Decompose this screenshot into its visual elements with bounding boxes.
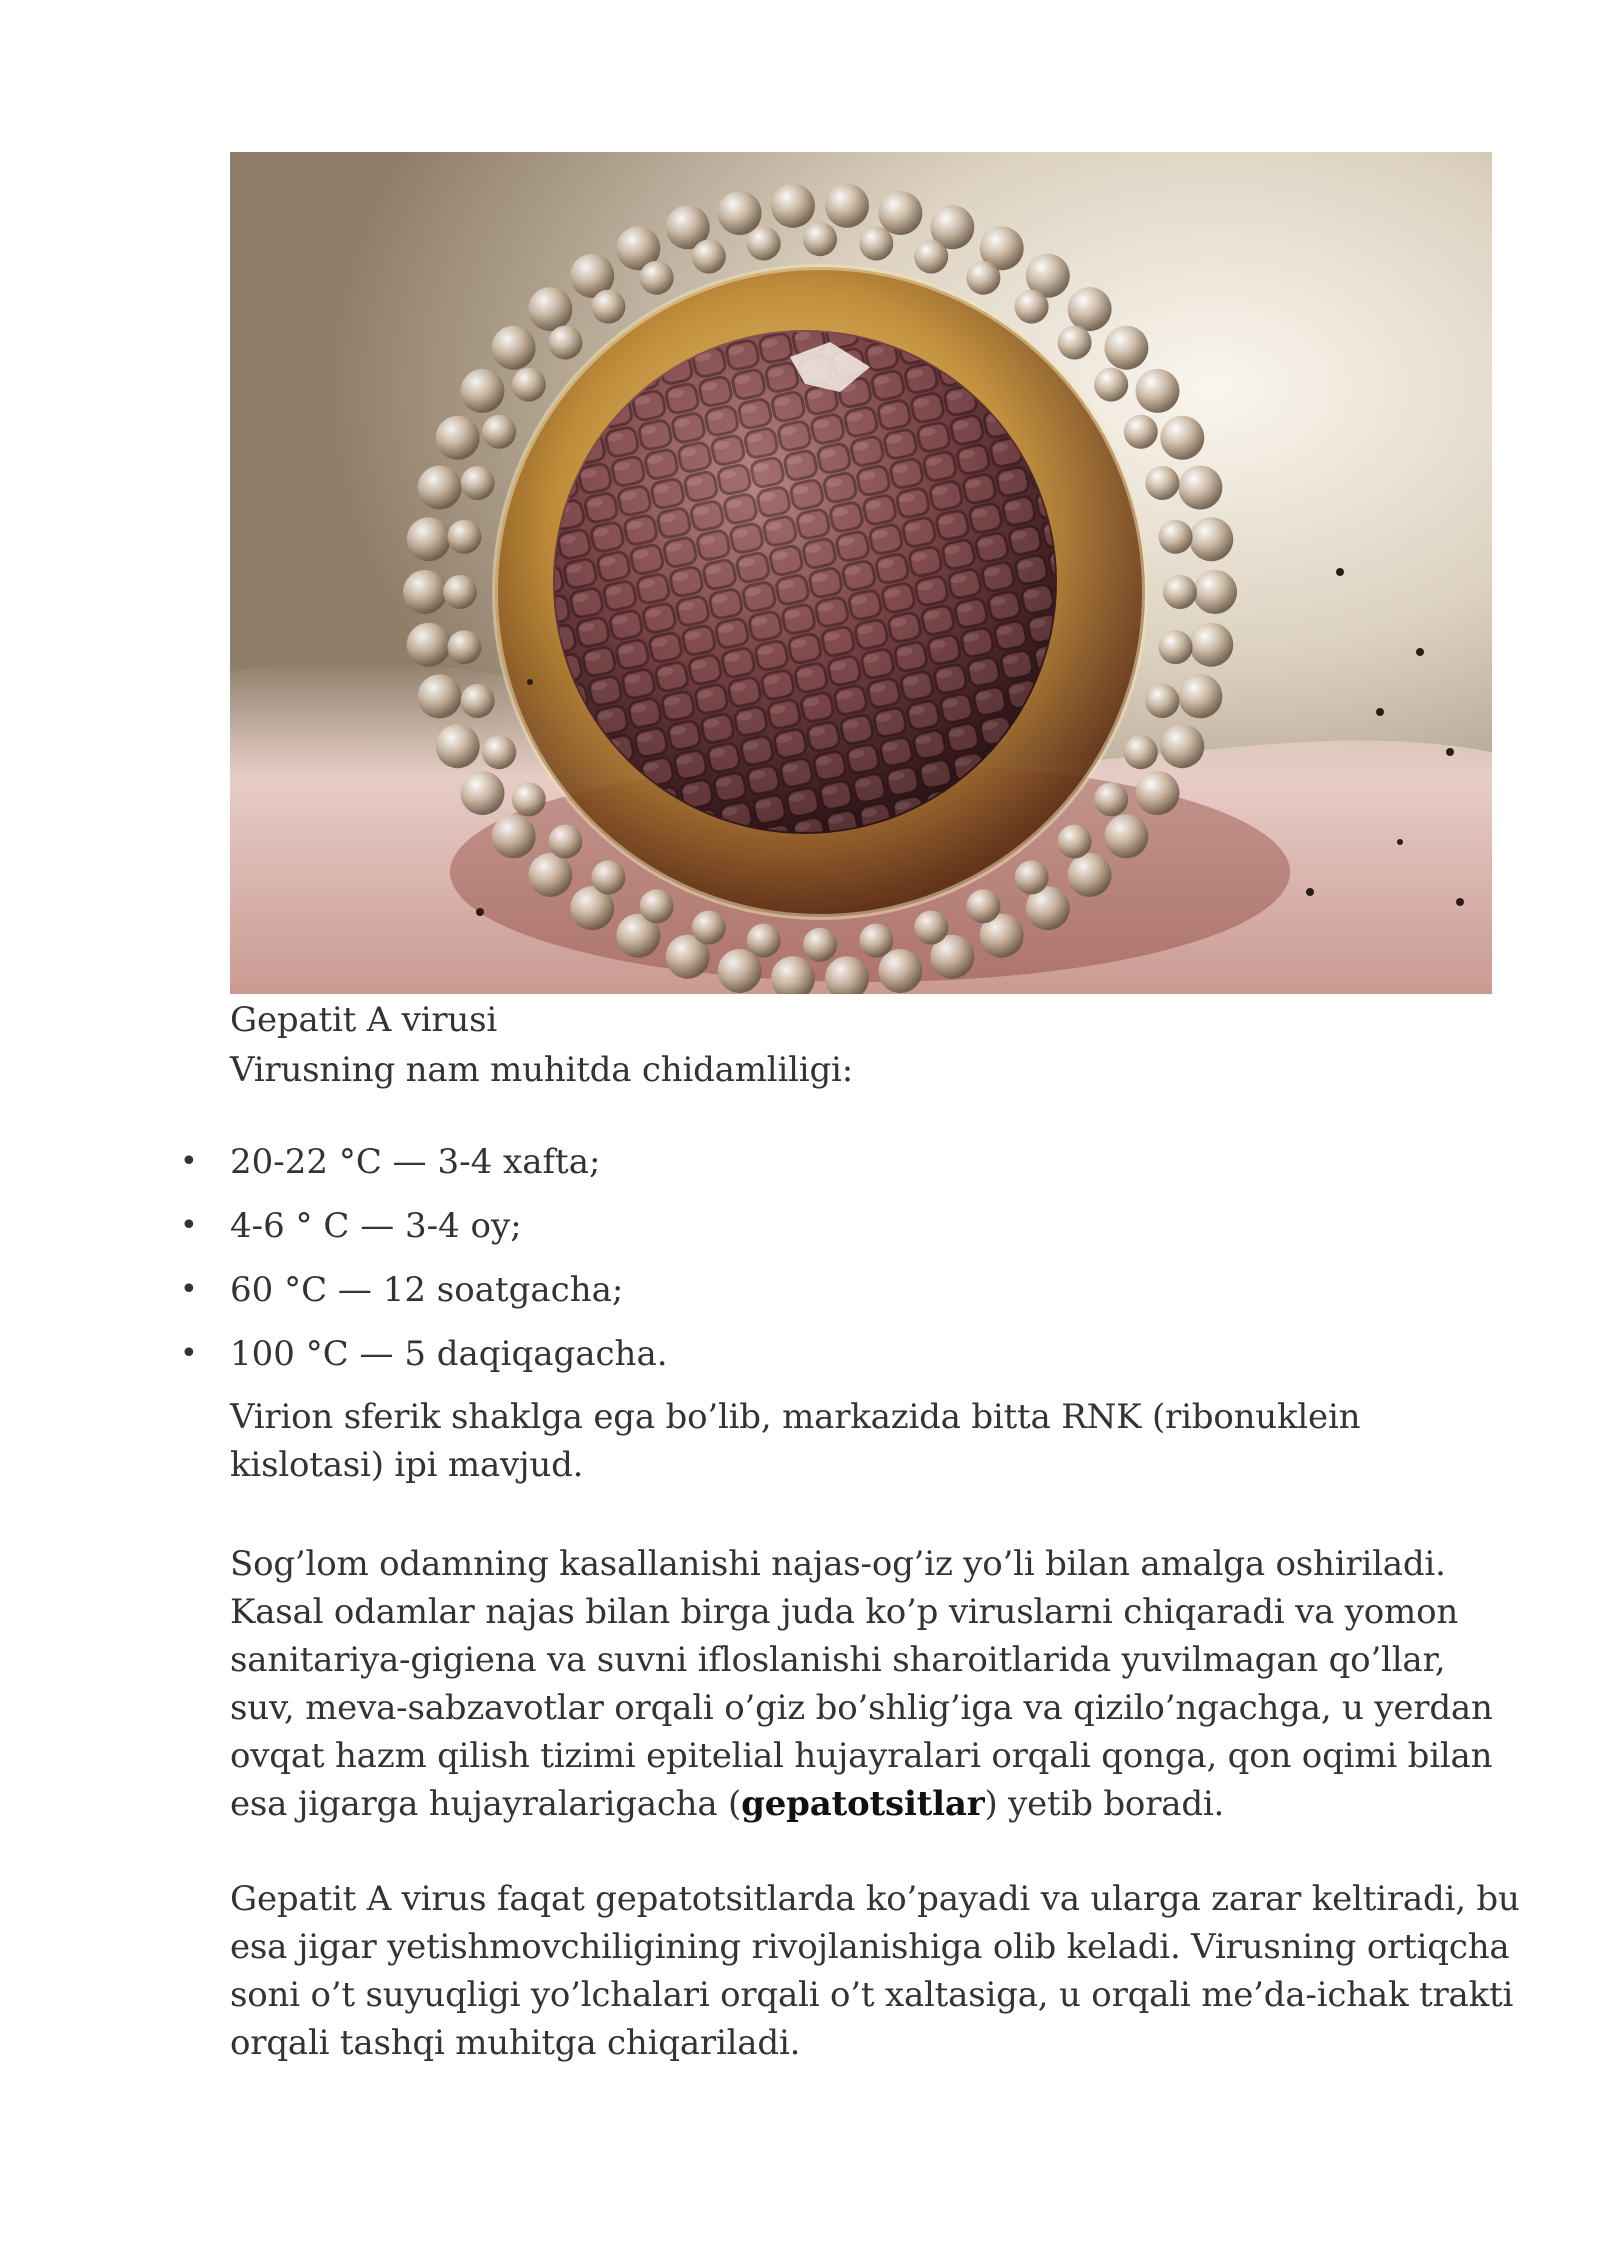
surface-bead	[1189, 623, 1233, 667]
surface-bead	[492, 814, 536, 858]
surface-bead	[447, 630, 481, 664]
surface-bead	[1159, 520, 1193, 554]
surface-bead	[461, 684, 495, 718]
surface-bead	[528, 287, 572, 331]
surface-bead	[966, 261, 1000, 295]
figure-caption: Gepatit A virusi	[230, 1000, 498, 1040]
surface-bead	[1068, 287, 1112, 331]
surface-bead	[718, 191, 762, 235]
surface-bead	[859, 227, 893, 261]
surface-bead	[640, 261, 674, 295]
surface-bead	[1124, 735, 1158, 769]
surface-bead	[461, 369, 505, 413]
bullet-icon: •	[180, 1208, 198, 1243]
surface-bead	[878, 191, 922, 235]
surface-bead	[482, 735, 516, 769]
surface-bead	[1160, 724, 1204, 768]
surface-bead	[825, 184, 869, 228]
surface-bead	[436, 416, 480, 460]
surface-bead	[407, 623, 451, 667]
list-item-text: 20-22 °C — 3-4 xafta;	[230, 1142, 601, 1182]
surface-bead	[966, 889, 1000, 923]
surface-bead	[443, 575, 477, 609]
surface-bead	[747, 924, 781, 958]
list-item	[175, 1330, 1475, 1394]
surface-bead	[1178, 466, 1222, 510]
list-item-text: 60 °C — 12 soatgacha;	[230, 1270, 624, 1310]
surface-bead	[747, 227, 781, 261]
surface-bead	[1178, 674, 1222, 718]
surface-bead	[1163, 575, 1197, 609]
surface-bead	[447, 520, 481, 554]
bold-term: gepatotsitlar	[741, 1784, 985, 1824]
list-item-text: 100 °C — 5 daqiqagacha.	[230, 1334, 668, 1374]
surface-bead	[1159, 630, 1193, 664]
surface-bead	[1015, 860, 1049, 894]
surface-bead	[436, 724, 480, 768]
paragraph-text	[230, 1540, 1520, 1828]
surface-bead	[1015, 290, 1049, 324]
surface-bead	[512, 782, 546, 816]
surface-bead	[403, 570, 447, 614]
virus-illustration	[230, 152, 1492, 994]
surface-bead	[859, 924, 893, 958]
surface-bead	[418, 466, 462, 510]
surface-bead	[1193, 570, 1237, 614]
surface-bead	[1136, 369, 1180, 413]
surface-bead	[1068, 853, 1112, 897]
list-item	[175, 1266, 1475, 1330]
paragraph-text-part: ) yetib boradi.	[984, 1784, 1225, 1824]
surface-bead	[1136, 771, 1180, 815]
paragraph-text-part: Sog’lom odamning kasallanishi najas-og’iz yo’li bilan amalga oshiriladi. Kasal odamlar najas bilan birga juda ko’p viruslarni chiqaradi va yomon sanitariya-gigiena va suvni ifloslanishi sharoitlarida yuvilmagan qo’llar, suv, meva-sabzavotlar orqali o’giz bo’shlig’iga va qizilo’ngachga, u yerdan ovqat hazm qilish tizimi epitelial hujayralari orqali qonga, qon oqimi bilan esa jigarga hujayralarigacha (	[230, 1544, 1493, 1824]
surface-bead	[1145, 466, 1179, 500]
section-heading: Virusning nam muhitda chidamliligi:	[230, 1050, 853, 1090]
surface-bead	[1104, 814, 1148, 858]
surface-bead	[492, 326, 536, 370]
surface-bead	[914, 911, 948, 945]
paragraph-virion	[230, 1393, 1520, 1489]
surface-bead	[1124, 415, 1158, 449]
surface-bead	[591, 860, 625, 894]
surface-bead	[1104, 326, 1148, 370]
surface-bead	[461, 771, 505, 815]
surface-bead	[640, 889, 674, 923]
surface-bead	[1094, 782, 1128, 816]
surface-bead	[803, 222, 837, 256]
surface-bead	[548, 326, 582, 360]
surface-bead	[528, 853, 572, 897]
surface-bead	[771, 184, 815, 228]
surface-bead	[591, 290, 625, 324]
paragraph-text: Gepatit A virus faqat gepatotsitlarda ko’payadi va ularga zarar keltiradi, bu esa jigar yetishmovchiligining rivojlanishiga olib keladi. Virusning ortiqcha soni o’t suyuqligi yo’lchalari orqali o’t xaltasiga, u orqali me’da-ichak trakti orqali tashqi muhitga chiqariladi.	[230, 1879, 1520, 2063]
surface-bead	[548, 825, 582, 859]
surface-bead	[878, 949, 922, 993]
resistance-list	[175, 1138, 1475, 1394]
bullet-icon: •	[180, 1272, 198, 1307]
surface-bead	[1145, 684, 1179, 718]
list-item-text: 4-6 ° C — 3-4 oy;	[230, 1206, 522, 1246]
surface-bead	[803, 928, 837, 962]
surface-bead	[1094, 368, 1128, 402]
surface-bead	[1058, 326, 1092, 360]
surface-bead	[692, 240, 726, 274]
surface-bead	[407, 517, 451, 561]
surface-bead	[692, 911, 726, 945]
surface-bead	[718, 949, 762, 993]
surface-bead	[1189, 517, 1233, 561]
list-item	[175, 1202, 1475, 1266]
bullet-icon: •	[180, 1336, 198, 1371]
surface-bead	[1058, 825, 1092, 859]
surface-bead	[914, 240, 948, 274]
surface-bead	[418, 674, 462, 718]
surface-bead	[1160, 416, 1204, 460]
surface-bead	[512, 368, 546, 402]
paragraph-replication	[230, 1875, 1520, 2067]
virus-image	[230, 152, 1492, 994]
paragraph-infection	[230, 1540, 1520, 1828]
surface-bead	[461, 466, 495, 500]
surface-bead	[482, 415, 516, 449]
paragraph-text: Virion sferik shaklga ega bo’lib, markazida bitta RNK (ribonuklein kislotasi) ipi mavjud.	[230, 1397, 1361, 1485]
bullet-icon: •	[180, 1144, 198, 1179]
list-item	[175, 1138, 1475, 1202]
